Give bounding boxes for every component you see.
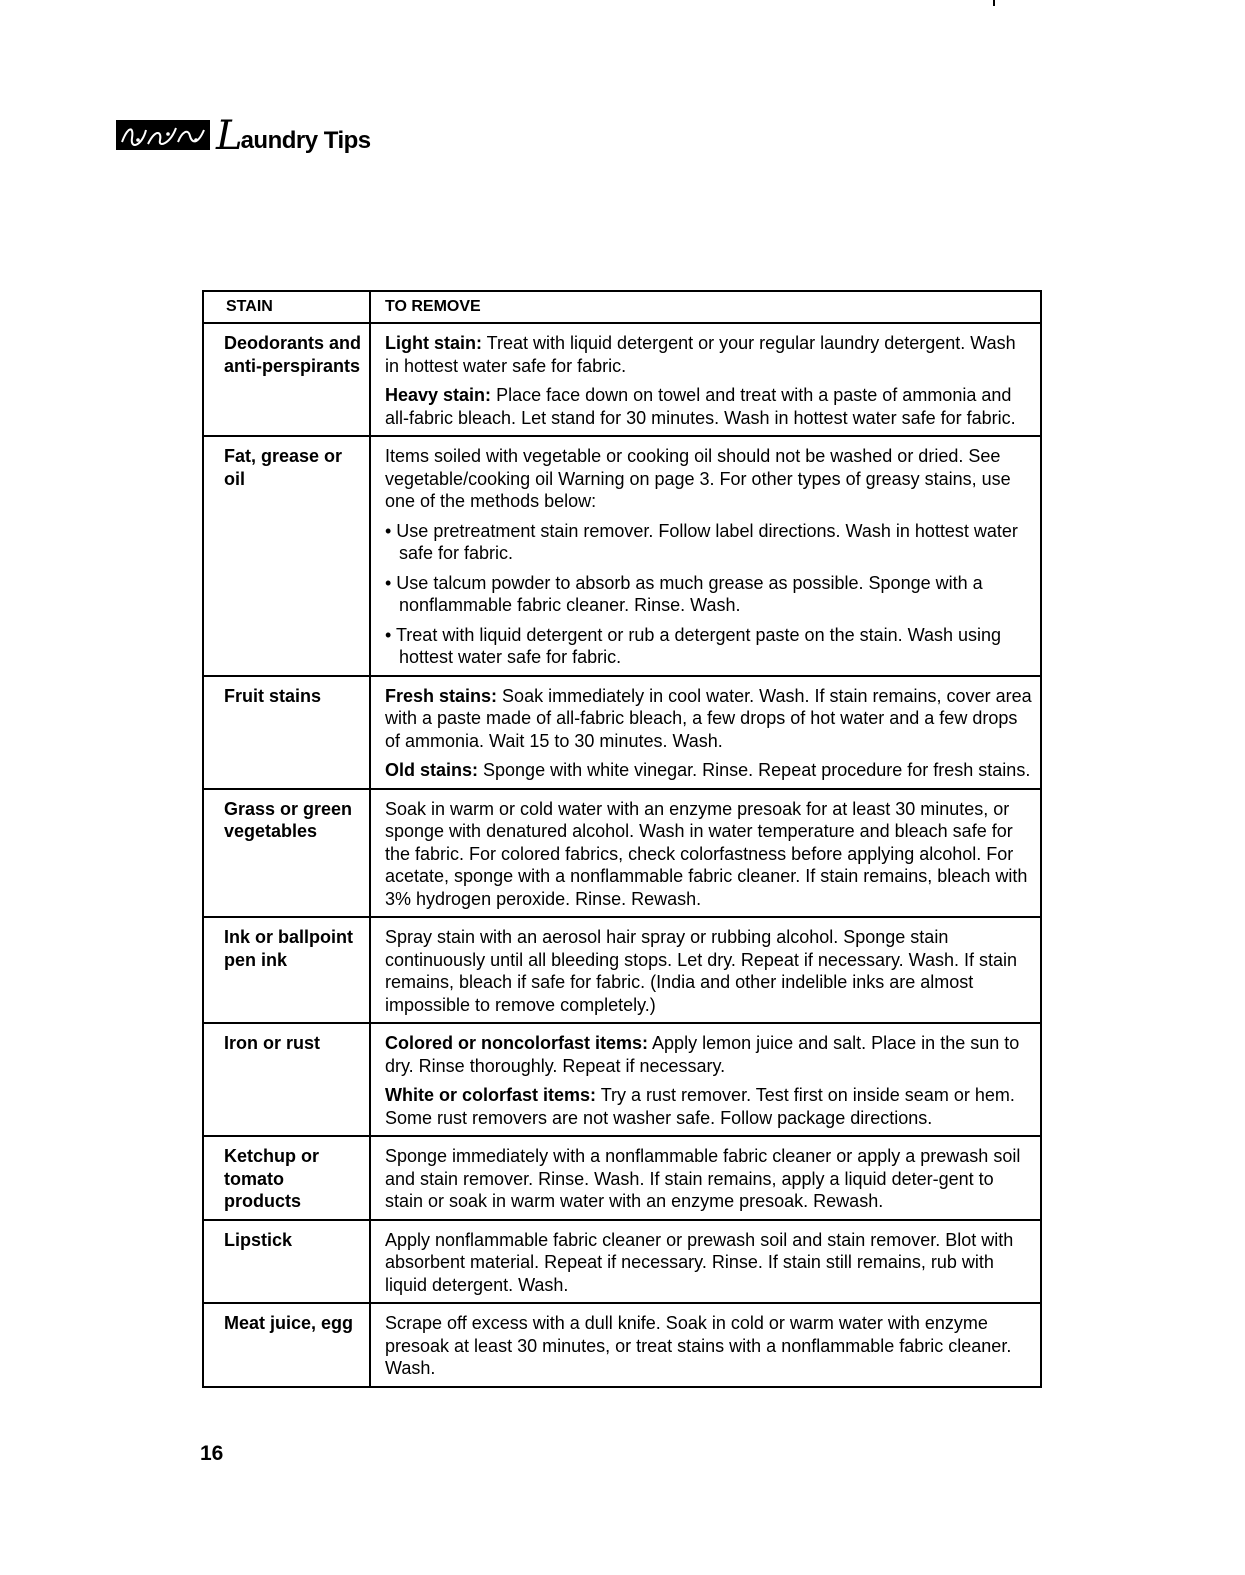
instruction-label: Fresh stains: — [385, 685, 498, 706]
table-row — [203, 917, 1041, 1023]
removal-instructions — [370, 1023, 1041, 1136]
table-row — [203, 676, 1041, 789]
removal-instructions — [370, 436, 1041, 676]
column-header-stain: STAIN — [203, 291, 370, 323]
bullet-item: • Use talcum powder to absorb as much grease as possible. Sponge with a nonflammable fabric cleaner. Rinse. Wash. — [385, 572, 983, 615]
title-initial: L — [216, 113, 243, 159]
column-header-to-remove: TO REMOVE — [370, 291, 1041, 323]
page-header — [116, 113, 371, 159]
decorative-logo-icon — [116, 120, 210, 150]
instruction-paragraph — [385, 759, 1034, 782]
instruction-paragraph — [385, 332, 1034, 377]
instruction-paragraph — [385, 445, 1034, 513]
instruction-paragraph — [385, 1032, 1034, 1077]
instruction-text: Apply lemon juice and salt. Place in the sun to dry. Rinse thoroughly. Repeat if necessary. — [385, 1033, 1020, 1076]
instruction-text: Soak immediately in cool water. Wash. If stain remains, cover area with a paste made of all-fabric bleach, a few drops of hot water and a few drops of ammonia. Wait 15 to 30 minutes. Wash. — [385, 685, 1032, 751]
instruction-paragraph — [385, 384, 1034, 429]
instruction-paragraph — [385, 685, 1034, 753]
instruction-label: Old stains: — [385, 760, 479, 780]
removal-instructions — [370, 789, 1041, 918]
table-row — [203, 436, 1041, 676]
removal-instructions — [370, 1136, 1041, 1220]
page-title — [216, 113, 371, 159]
stain-removal-table — [202, 290, 1042, 1388]
stain-name: Fat, grease or oil — [203, 436, 370, 676]
instruction-label: Colored or noncolorfast items: — [385, 1033, 649, 1053]
instruction-label: White or colorfast items: — [385, 1085, 597, 1105]
stain-name: Lipstick — [203, 1220, 370, 1304]
table-row — [203, 1136, 1041, 1220]
removal-instructions — [370, 1303, 1041, 1387]
table-row — [203, 323, 1041, 436]
table-row — [203, 1220, 1041, 1304]
corner-mark — [993, 0, 995, 6]
instruction-text: Apply nonflammable fabric cleaner or prewash soil and stain remover. Blot with absorbent material. Repeat if necessary. Rinse. If stain still remains, rub with liquid detergent. Wash. — [385, 1229, 1014, 1295]
table-row — [203, 789, 1041, 918]
instruction-text: Treat with liquid detergent or your regular laundry detergent. Wash in hottest water safe for fabric. — [385, 333, 1016, 376]
table-row — [203, 1023, 1041, 1136]
instruction-label: Light stain: — [385, 333, 482, 353]
instruction-paragraph — [385, 1312, 1034, 1380]
table-header-row — [203, 291, 1041, 323]
removal-instructions — [370, 323, 1041, 436]
removal-instructions — [370, 676, 1041, 789]
instruction-text: Place face down on towel and treat with a paste of ammonia and all-fabric bleach. Let stand for 30 minutes. Wash in hottest water safe for fabric. — [385, 385, 1016, 428]
instruction-text: Soak in warm or cold water with an enzyme presoak for at least 30 minutes, or sponge with denatured alcohol. Wash in water temperature and bleach safe for the fabric. For colored fabrics, check colorfastness before applying alcohol. For acetate, sponge with a nonflammable fabric cleaner. If stain remains, bleach with 3% hydrogen peroxide. Rinse. Rewash. — [385, 798, 1028, 909]
removal-instructions — [370, 1220, 1041, 1304]
instruction-text: Sponge with white vinegar. Rinse. Repeat procedure for fresh stains. — [478, 760, 1031, 780]
instruction-paragraph — [385, 1145, 1034, 1213]
stain-name: Ketchup or tomato products — [203, 1136, 370, 1220]
stain-name: Ink or ballpoint pen ink — [203, 917, 370, 1023]
instruction-paragraph — [385, 798, 1034, 911]
stain-name: Meat juice, egg — [203, 1303, 370, 1387]
table-row — [203, 1303, 1041, 1387]
table-body — [203, 323, 1041, 1387]
instruction-paragraph — [385, 1084, 1034, 1129]
removal-instructions — [370, 917, 1041, 1023]
instruction-text: Sponge immediately with a nonflammable fabric cleaner or apply a prewash soil and stain remover. Rinse. Wash. If stain remains, apply a liquid deter-gent to stain or soak in warm water with an enzyme presoak. Rewash. — [385, 1146, 1021, 1211]
instruction-text: Try a rust remover. Test first on inside seam or hem. Some rust removers are not washer safe. Follow package directions. — [385, 1085, 1015, 1128]
stain-name: Iron or rust — [203, 1023, 370, 1136]
instruction-text: Spray stain with an aerosol hair spray or rubbing alcohol. Sponge stain continuously until all bleeding stops. Let dry. Repeat if necessary. Wash. If stain remains, bleach if safe for fabric. (India and other indelible inks are almost impossible to remove completely.) — [385, 927, 1017, 1015]
instruction-text: Scrape off excess with a dull knife. Soak in cold or warm water with enzyme presoak at least 30 minutes, or treat stains with a nonflammable fabric cleaner. Wash. — [385, 1313, 1012, 1378]
stain-name: Grass or green vegetables — [203, 789, 370, 918]
stain-name: Fruit stains — [203, 676, 370, 789]
page-number: 16 — [200, 1442, 224, 1465]
instruction-text: Items soiled with vegetable or cooking oil should not be washed or dried. See vegetable/cooking oil Warning on page 3. For other types of greasy stains, use one of the methods below: — [385, 446, 1011, 511]
title-rest: aundry Tips — [240, 127, 371, 154]
stain-name: Deodorants and anti-perspirants — [203, 323, 370, 436]
instruction-paragraph — [385, 926, 1034, 1016]
bullet-item: • Treat with liquid detergent or rub a detergent paste on the stain. Wash using hottest water safe for fabric. — [385, 624, 1001, 667]
bullet-item: • Use pretreatment stain remover. Follow label directions. Wash in hottest water safe for fabric. — [385, 520, 1018, 563]
instruction-label: Heavy stain: — [385, 385, 492, 405]
instruction-paragraph — [385, 1229, 1034, 1297]
